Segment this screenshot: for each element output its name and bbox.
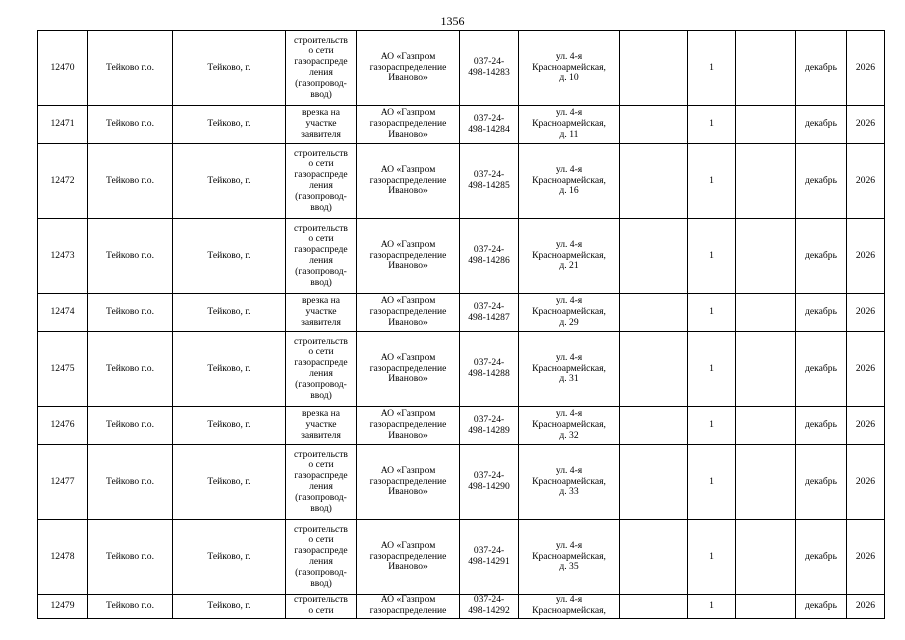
address-cell-line: д. 35: [559, 561, 579, 573]
address-cell-line: Красноармейская,: [532, 362, 606, 374]
address-cell-line: ул. 4-я: [555, 351, 583, 363]
work-type-cell: [286, 445, 357, 520]
organization-cell: [357, 294, 460, 332]
quantity-cell: 1: [688, 31, 736, 106]
work-type-cell-line: строительств: [294, 34, 348, 46]
locality-cell: Тейково, г.: [173, 294, 286, 332]
locality-cell: Тейково, г.: [173, 219, 286, 294]
application-code-cell-line: 498-14287: [468, 311, 510, 323]
application-code-cell: [460, 407, 519, 445]
work-type-cell-line: о сети: [308, 158, 334, 170]
organization-cell-line: АО «Газпром: [380, 295, 436, 307]
organization-cell: [357, 31, 460, 106]
empty-cell: [736, 595, 796, 619]
application-code-cell-line: 037-24-: [473, 545, 505, 557]
work-type-cell-line: строительств: [294, 335, 348, 347]
locality-cell: Тейково, г.: [173, 106, 286, 144]
work-type-cell-line: участке: [305, 118, 337, 130]
address-cell-line: Красноармейская,: [532, 118, 606, 130]
district-cell: Тейково г.о.: [88, 144, 173, 219]
application-code-cell: [460, 106, 519, 144]
work-type-cell: [286, 595, 357, 619]
address-cell: [519, 332, 620, 407]
connection-schedule-table: [37, 30, 885, 619]
organization-cell-line: АО «Газпром: [380, 408, 436, 420]
page-number: 1356: [440, 14, 465, 28]
year-cell: 2026: [847, 520, 885, 595]
table-row: [38, 294, 885, 332]
year-cell: 2026: [847, 407, 885, 445]
address-cell-line: д. 21: [559, 260, 579, 272]
application-code-cell: [460, 595, 519, 619]
organization-cell-line: Иваново»: [388, 429, 428, 441]
work-type-cell-line: участке: [305, 419, 337, 431]
quantity-cell: 1: [688, 407, 736, 445]
application-code-cell-line: 037-24-: [473, 470, 505, 482]
organization-cell-line: АО «Газпром: [380, 539, 436, 551]
row-number-cell: 12473: [38, 219, 88, 294]
work-type-cell-line: ввод): [310, 201, 332, 213]
work-type-cell-line: о сети: [308, 604, 334, 616]
application-code-cell: [460, 31, 519, 106]
work-type-cell-line: ления: [309, 255, 333, 266]
quantity-cell: 1: [688, 332, 736, 407]
district-cell: Тейково г.о.: [88, 407, 173, 445]
address-cell: [519, 595, 620, 619]
address-cell: [519, 31, 620, 106]
locality-cell: Тейково, г.: [173, 332, 286, 407]
quantity-cell: 1: [688, 520, 736, 595]
empty-cell: [620, 445, 688, 520]
work-type-cell-line: ления: [309, 67, 333, 78]
application-code-cell: [460, 332, 519, 407]
address-cell-line: Красноармейская,: [532, 550, 606, 562]
application-code-cell-line: 498-14286: [468, 255, 510, 266]
month-cell: декабрь: [796, 219, 847, 294]
month-cell: декабрь: [796, 445, 847, 520]
table-row: [38, 595, 885, 619]
work-type-cell-line: участке: [305, 306, 337, 318]
work-type-cell-line: ления: [309, 368, 333, 379]
work-type-cell-line: (газопровод-: [295, 190, 347, 202]
organization-cell: [357, 106, 460, 144]
application-code-cell-line: 037-24-: [473, 112, 505, 124]
application-code-cell-line: 037-24-: [473, 413, 505, 425]
address-cell-line: ул. 4-я: [555, 464, 583, 476]
work-type-cell-line: (газопровод-: [295, 491, 347, 503]
organization-cell-line: газораспределение: [369, 419, 447, 431]
organization-cell: [357, 219, 460, 294]
address-cell-line: ул. 4-я: [555, 594, 583, 605]
application-code-cell: [460, 520, 519, 595]
application-code-cell-line: 037-24-: [473, 56, 505, 68]
application-code-cell-line: 498-14290: [468, 481, 510, 492]
month-cell: декабрь: [796, 595, 847, 619]
application-code-cell-line: 037-24-: [473, 300, 505, 312]
work-type-cell-line: о сети: [308, 45, 334, 57]
work-type-cell-line: газораспреде: [294, 56, 348, 68]
address-cell-line: Красноармейская,: [532, 61, 606, 73]
application-code-cell-line: 037-24-: [473, 357, 505, 369]
row-number-cell: 12476: [38, 407, 88, 445]
organization-cell-line: Иваново»: [388, 72, 428, 84]
work-type-cell-line: строительств: [294, 594, 348, 605]
address-cell: [519, 294, 620, 332]
organization-cell-line: газораспределение: [369, 118, 447, 130]
address-cell-line: д. 29: [559, 316, 579, 328]
empty-cell: [620, 520, 688, 595]
work-type-cell-line: (газопровод-: [295, 378, 347, 390]
organization-cell-line: газораспределение: [369, 475, 447, 487]
work-type-cell: [286, 106, 357, 144]
address-cell-line: Красноармейская,: [532, 249, 606, 261]
work-type-cell-line: газораспреде: [294, 470, 348, 482]
address-cell-line: Красноармейская,: [532, 604, 606, 616]
application-code-cell-line: 498-14289: [468, 424, 510, 436]
empty-cell: [736, 219, 796, 294]
address-cell-line: д. 11: [559, 128, 579, 140]
quantity-cell: 1: [688, 595, 736, 619]
work-type-cell-line: о сети: [308, 534, 334, 546]
table-row: [38, 31, 885, 106]
work-type-cell-line: о сети: [308, 346, 334, 358]
month-cell: декабрь: [796, 294, 847, 332]
address-cell: [519, 407, 620, 445]
application-code-cell-line: 498-14291: [468, 556, 510, 567]
application-code-cell: [460, 445, 519, 520]
district-cell: Тейково г.о.: [88, 445, 173, 520]
work-type-cell-line: ления: [309, 180, 333, 191]
address-cell-line: д. 16: [559, 185, 579, 197]
work-type-cell-line: (газопровод-: [295, 566, 347, 578]
work-type-cell-line: ления: [309, 481, 333, 492]
work-type-cell-line: заявителя: [301, 316, 341, 328]
year-cell: 2026: [847, 219, 885, 294]
application-code-cell: [460, 219, 519, 294]
organization-cell-line: АО «Газпром: [380, 464, 436, 476]
quantity-cell: 1: [688, 106, 736, 144]
table-row: [38, 407, 885, 445]
work-type-cell-line: газораспреде: [294, 244, 348, 256]
row-number-cell: 12474: [38, 294, 88, 332]
application-code-cell-line: 037-24-: [473, 244, 505, 256]
year-cell: 2026: [847, 595, 885, 619]
quantity-cell: 1: [688, 445, 736, 520]
work-type-cell: [286, 219, 357, 294]
organization-cell-line: газораспределение: [369, 249, 447, 261]
year-cell: 2026: [847, 445, 885, 520]
schedule-body: [38, 31, 885, 619]
table-row: [38, 219, 885, 294]
row-number-cell: 12478: [38, 520, 88, 595]
organization-cell-line: Иваново»: [388, 373, 428, 385]
organization-cell-line: АО «Газпром: [380, 351, 436, 363]
organization-cell-line: Иваново»: [388, 185, 428, 197]
work-type-cell-line: врезка на: [301, 408, 341, 420]
work-type-cell-line: строительств: [294, 147, 348, 159]
year-cell: 2026: [847, 31, 885, 106]
address-cell: [519, 445, 620, 520]
address-cell-line: Красноармейская,: [532, 174, 606, 186]
application-code-cell-line: 498-14284: [468, 123, 510, 135]
application-code-cell-line: 037-24-: [473, 594, 505, 605]
locality-cell: Тейково, г.: [173, 407, 286, 445]
empty-cell: [736, 31, 796, 106]
address-cell-line: ул. 4-я: [555, 295, 583, 307]
work-type-cell-line: заявителя: [301, 429, 341, 441]
work-type-cell-line: газораспреде: [294, 169, 348, 181]
application-code-cell-line: 498-14292: [468, 604, 510, 616]
year-cell: 2026: [847, 144, 885, 219]
work-type-cell-line: врезка на: [301, 295, 341, 307]
organization-cell: [357, 144, 460, 219]
organization-cell-line: газораспределение: [369, 362, 447, 374]
address-cell-line: д. 33: [559, 486, 579, 498]
locality-cell: Тейково, г.: [173, 595, 286, 619]
organization-cell: [357, 595, 460, 619]
organization-cell-line: Иваново»: [388, 128, 428, 140]
organization-cell-line: газораспределение: [369, 550, 447, 562]
work-type-cell-line: заявителя: [301, 128, 341, 140]
address-cell: [519, 219, 620, 294]
month-cell: декабрь: [796, 407, 847, 445]
work-type-cell: [286, 332, 357, 407]
empty-cell: [736, 106, 796, 144]
month-cell: декабрь: [796, 106, 847, 144]
work-type-cell-line: о сети: [308, 233, 334, 245]
row-number-cell: 12470: [38, 31, 88, 106]
quantity-cell: 1: [688, 294, 736, 332]
application-code-cell-line: 498-14285: [468, 180, 510, 191]
address-cell: [519, 106, 620, 144]
district-cell: Тейково г.о.: [88, 595, 173, 619]
district-cell: Тейково г.о.: [88, 294, 173, 332]
month-cell: декабрь: [796, 144, 847, 219]
empty-cell: [620, 294, 688, 332]
organization-cell-line: Иваново»: [388, 316, 428, 328]
work-type-cell-line: ввод): [310, 502, 332, 514]
address-cell: [519, 144, 620, 219]
empty-cell: [736, 407, 796, 445]
work-type-cell-line: врезка на: [301, 107, 341, 119]
empty-cell: [736, 520, 796, 595]
empty-cell: [736, 332, 796, 407]
district-cell: Тейково г.о.: [88, 106, 173, 144]
year-cell: 2026: [847, 332, 885, 407]
organization-cell-line: газораспределение: [369, 306, 447, 318]
work-type-cell: [286, 31, 357, 106]
application-code-cell-line: 498-14283: [468, 67, 510, 78]
work-type-cell-line: ввод): [310, 577, 332, 589]
quantity-cell: 1: [688, 144, 736, 219]
table-row: [38, 144, 885, 219]
empty-cell: [736, 445, 796, 520]
empty-cell: [736, 144, 796, 219]
work-type-cell-line: ввод): [310, 88, 332, 100]
work-type-cell-line: строительств: [294, 222, 348, 234]
empty-cell: [620, 106, 688, 144]
row-number-cell: 12479: [38, 595, 88, 619]
work-type-cell-line: строительств: [294, 448, 348, 460]
organization-cell: [357, 520, 460, 595]
work-type-cell-line: (газопровод-: [295, 77, 347, 89]
organization-cell: [357, 445, 460, 520]
table-row: [38, 332, 885, 407]
address-cell: [519, 520, 620, 595]
work-type-cell-line: газораспреде: [294, 357, 348, 369]
work-type-cell-line: (газопровод-: [295, 265, 347, 277]
work-type-cell-line: о сети: [308, 459, 334, 471]
work-type-cell-line: ввод): [310, 389, 332, 401]
address-cell-line: ул. 4-я: [555, 238, 583, 250]
application-code-cell-line: 037-24-: [473, 169, 505, 181]
table-row: [38, 520, 885, 595]
empty-cell: [736, 294, 796, 332]
organization-cell-line: АО «Газпром: [380, 50, 436, 62]
empty-cell: [620, 219, 688, 294]
application-code-cell-line: 498-14288: [468, 368, 510, 379]
work-type-cell: [286, 407, 357, 445]
district-cell: Тейково г.о.: [88, 219, 173, 294]
empty-cell: [620, 31, 688, 106]
quantity-cell: 1: [688, 219, 736, 294]
address-cell-line: д. 31: [559, 373, 579, 385]
organization-cell: [357, 332, 460, 407]
address-cell-line: Красноармейская,: [532, 306, 606, 318]
work-type-cell-line: строительств: [294, 523, 348, 535]
address-cell-line: ул. 4-я: [555, 163, 583, 175]
address-cell-line: ул. 4-я: [555, 408, 583, 420]
address-cell-line: Красноармейская,: [532, 419, 606, 431]
empty-cell: [620, 332, 688, 407]
locality-cell: Тейково, г.: [173, 445, 286, 520]
month-cell: декабрь: [796, 31, 847, 106]
row-number-cell: 12475: [38, 332, 88, 407]
locality-cell: Тейково, г.: [173, 520, 286, 595]
organization-cell-line: АО «Газпром: [380, 107, 436, 119]
empty-cell: [620, 144, 688, 219]
empty-cell: [620, 407, 688, 445]
organization-cell-line: Иваново»: [388, 486, 428, 498]
district-cell: Тейково г.о.: [88, 31, 173, 106]
year-cell: 2026: [847, 106, 885, 144]
row-number-cell: 12477: [38, 445, 88, 520]
row-number-cell: 12472: [38, 144, 88, 219]
organization-cell-line: газораспределение: [369, 604, 447, 616]
address-cell-line: ул. 4-я: [555, 50, 583, 62]
month-cell: декабрь: [796, 520, 847, 595]
work-type-cell-line: ления: [309, 556, 333, 567]
work-type-cell: [286, 144, 357, 219]
address-cell-line: ул. 4-я: [555, 539, 583, 551]
address-cell-line: д. 32: [559, 429, 579, 441]
organization-cell-line: Иваново»: [388, 561, 428, 573]
empty-cell: [620, 595, 688, 619]
organization-cell-line: АО «Газпром: [380, 163, 436, 175]
address-cell-line: Красноармейская,: [532, 475, 606, 487]
locality-cell: Тейково, г.: [173, 144, 286, 219]
application-code-cell: [460, 294, 519, 332]
district-cell: Тейково г.о.: [88, 520, 173, 595]
table-row: [38, 106, 885, 144]
organization-cell-line: газораспределение: [369, 61, 447, 73]
district-cell: Тейково г.о.: [88, 332, 173, 407]
organization-cell-line: газораспределение: [369, 174, 447, 186]
work-type-cell-line: газораспреде: [294, 545, 348, 557]
locality-cell: Тейково, г.: [173, 31, 286, 106]
organization-cell: [357, 407, 460, 445]
organization-cell-line: Иваново»: [388, 260, 428, 272]
organization-cell-line: АО «Газпром: [380, 238, 436, 250]
organization-cell-line: АО «Газпром: [380, 594, 436, 605]
year-cell: 2026: [847, 294, 885, 332]
application-code-cell: [460, 144, 519, 219]
table-row: [38, 445, 885, 520]
month-cell: декабрь: [796, 332, 847, 407]
address-cell-line: ул. 4-я: [555, 107, 583, 119]
work-type-cell-line: ввод): [310, 276, 332, 288]
address-cell-line: д. 10: [559, 72, 579, 84]
work-type-cell: [286, 520, 357, 595]
row-number-cell: 12471: [38, 106, 88, 144]
work-type-cell: [286, 294, 357, 332]
